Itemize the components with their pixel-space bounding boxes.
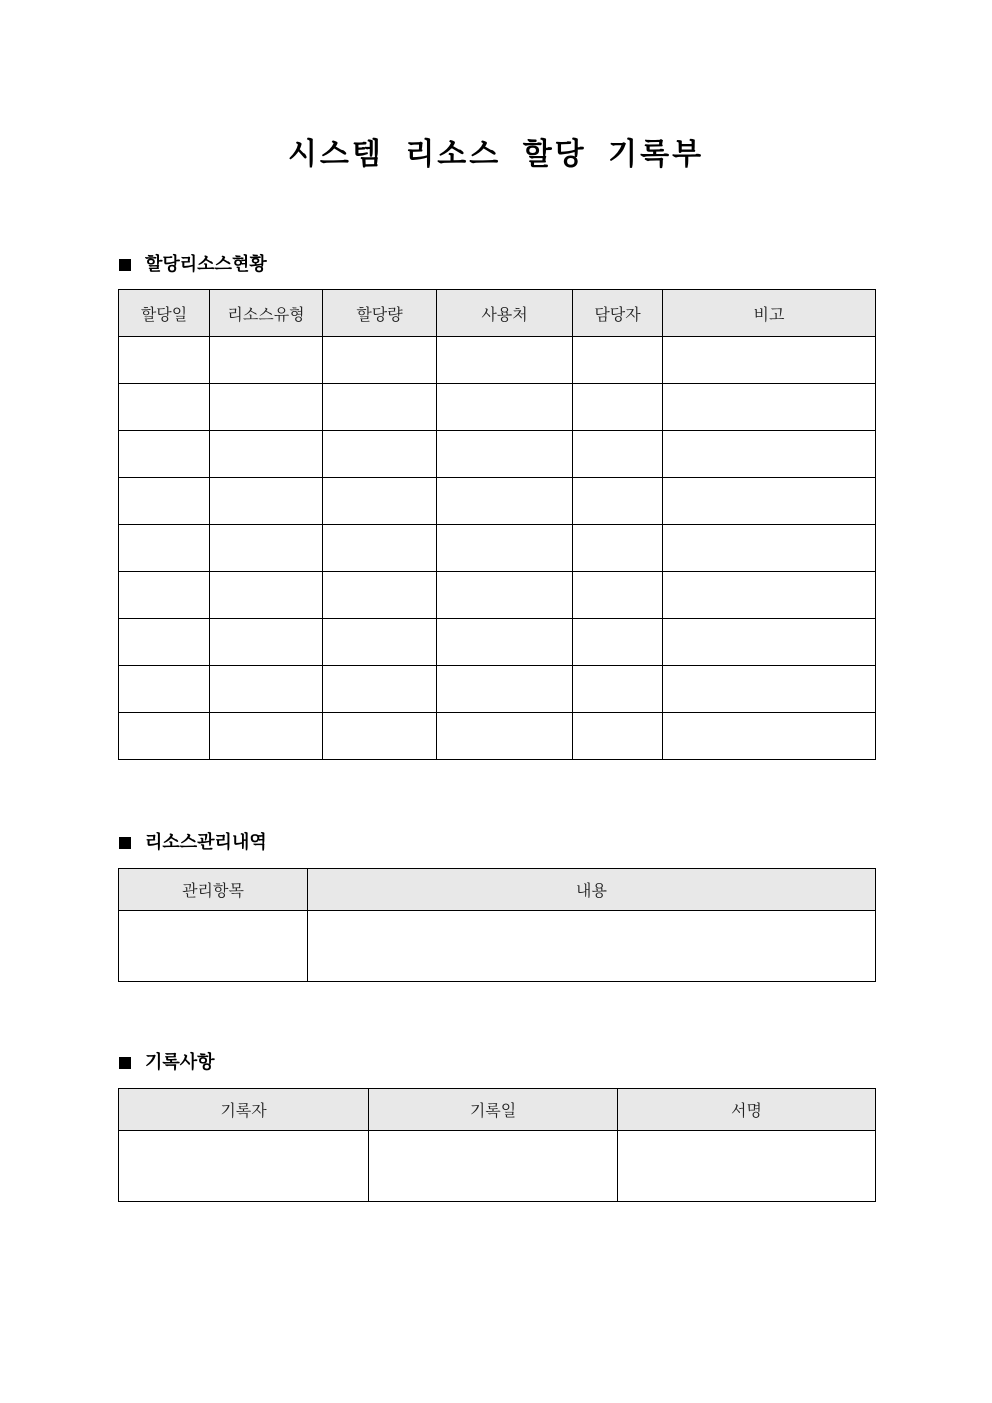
column-header: 사용처 — [437, 290, 573, 337]
table-cell[interactable] — [308, 911, 876, 982]
table-cell[interactable] — [210, 525, 323, 572]
section-heading-management — [119, 831, 267, 855]
table-row — [119, 478, 876, 525]
table-cell[interactable] — [663, 337, 876, 384]
record-table — [118, 1088, 876, 1202]
table-cell[interactable] — [663, 384, 876, 431]
table-cell[interactable] — [437, 619, 573, 666]
table-cell[interactable] — [323, 384, 437, 431]
table-cell[interactable] — [573, 666, 663, 713]
table-cell[interactable] — [119, 478, 210, 525]
table-row — [119, 431, 876, 478]
table-cell[interactable] — [323, 478, 437, 525]
table-cell[interactable] — [663, 713, 876, 760]
column-header: 서명 — [618, 1089, 876, 1131]
table-cell[interactable] — [663, 572, 876, 619]
table-cell[interactable] — [437, 384, 573, 431]
table-row — [119, 713, 876, 760]
table-cell[interactable] — [119, 911, 308, 982]
table-cell[interactable] — [618, 1131, 876, 1202]
table-cell[interactable] — [573, 713, 663, 760]
column-header: 할당량 — [323, 290, 437, 337]
table-cell[interactable] — [119, 619, 210, 666]
square-bullet-icon — [119, 837, 131, 849]
column-header: 내용 — [308, 869, 876, 911]
table-cell[interactable] — [573, 337, 663, 384]
table-cell[interactable] — [210, 337, 323, 384]
table-cell[interactable] — [210, 478, 323, 525]
table-cell[interactable] — [573, 572, 663, 619]
table-cell[interactable] — [437, 337, 573, 384]
table-cell[interactable] — [663, 431, 876, 478]
table-cell[interactable] — [210, 431, 323, 478]
table-cell[interactable] — [323, 337, 437, 384]
table-cell[interactable] — [210, 572, 323, 619]
table-cell[interactable] — [119, 1131, 369, 1202]
table-cell[interactable] — [119, 572, 210, 619]
column-header: 기록자 — [119, 1089, 369, 1131]
table-cell[interactable] — [663, 619, 876, 666]
table-header-row — [119, 290, 876, 337]
page-title: 시스템 리소스 할당 기록부 — [287, 137, 705, 172]
table-cell[interactable] — [663, 478, 876, 525]
table-cell[interactable] — [663, 525, 876, 572]
square-bullet-icon — [119, 1057, 131, 1069]
table-row — [119, 1131, 876, 1202]
table-cell[interactable] — [119, 431, 210, 478]
column-header: 비고 — [663, 290, 876, 337]
table-cell[interactable] — [210, 666, 323, 713]
column-header: 관리항목 — [119, 869, 308, 911]
table-cell[interactable] — [437, 431, 573, 478]
table-cell[interactable] — [573, 384, 663, 431]
square-bullet-icon — [119, 259, 131, 271]
table-cell[interactable] — [437, 572, 573, 619]
column-header: 할당일 — [119, 290, 210, 337]
table-header-row — [119, 869, 876, 911]
table-row — [119, 619, 876, 666]
section-heading-label: 할당리소스현황 — [145, 254, 267, 275]
table-cell[interactable] — [573, 525, 663, 572]
table-cell[interactable] — [663, 666, 876, 713]
section-heading-label: 리소스관리내역 — [145, 832, 267, 853]
section-heading-record — [119, 1051, 215, 1075]
table-cell[interactable] — [323, 666, 437, 713]
table-row — [119, 384, 876, 431]
table-cell[interactable] — [119, 666, 210, 713]
column-header: 리소스유형 — [210, 290, 323, 337]
table-cell[interactable] — [323, 713, 437, 760]
table-cell[interactable] — [210, 713, 323, 760]
section-heading-allocation — [119, 253, 267, 277]
table-cell[interactable] — [119, 384, 210, 431]
table-cell[interactable] — [323, 525, 437, 572]
table-cell[interactable] — [323, 431, 437, 478]
table-cell[interactable] — [573, 619, 663, 666]
table-cell[interactable] — [437, 666, 573, 713]
column-header: 기록일 — [369, 1089, 618, 1131]
table-cell[interactable] — [437, 525, 573, 572]
table-cell[interactable] — [323, 619, 437, 666]
table-cell[interactable] — [437, 478, 573, 525]
table-cell[interactable] — [573, 431, 663, 478]
table-cell[interactable] — [369, 1131, 618, 1202]
table-row — [119, 337, 876, 384]
table-cell[interactable] — [437, 713, 573, 760]
table-cell[interactable] — [573, 478, 663, 525]
table-cell[interactable] — [210, 384, 323, 431]
table-cell[interactable] — [119, 713, 210, 760]
table-row — [119, 525, 876, 572]
table-row — [119, 572, 876, 619]
table-header-row — [119, 1089, 876, 1131]
section-heading-label: 기록사항 — [145, 1052, 215, 1073]
table-cell[interactable] — [119, 337, 210, 384]
table-cell[interactable] — [323, 572, 437, 619]
table-cell[interactable] — [210, 619, 323, 666]
table-row — [119, 666, 876, 713]
management-table — [118, 868, 876, 982]
column-header: 담당자 — [573, 290, 663, 337]
allocation-table — [118, 289, 876, 760]
table-cell[interactable] — [119, 525, 210, 572]
table-row — [119, 911, 876, 982]
